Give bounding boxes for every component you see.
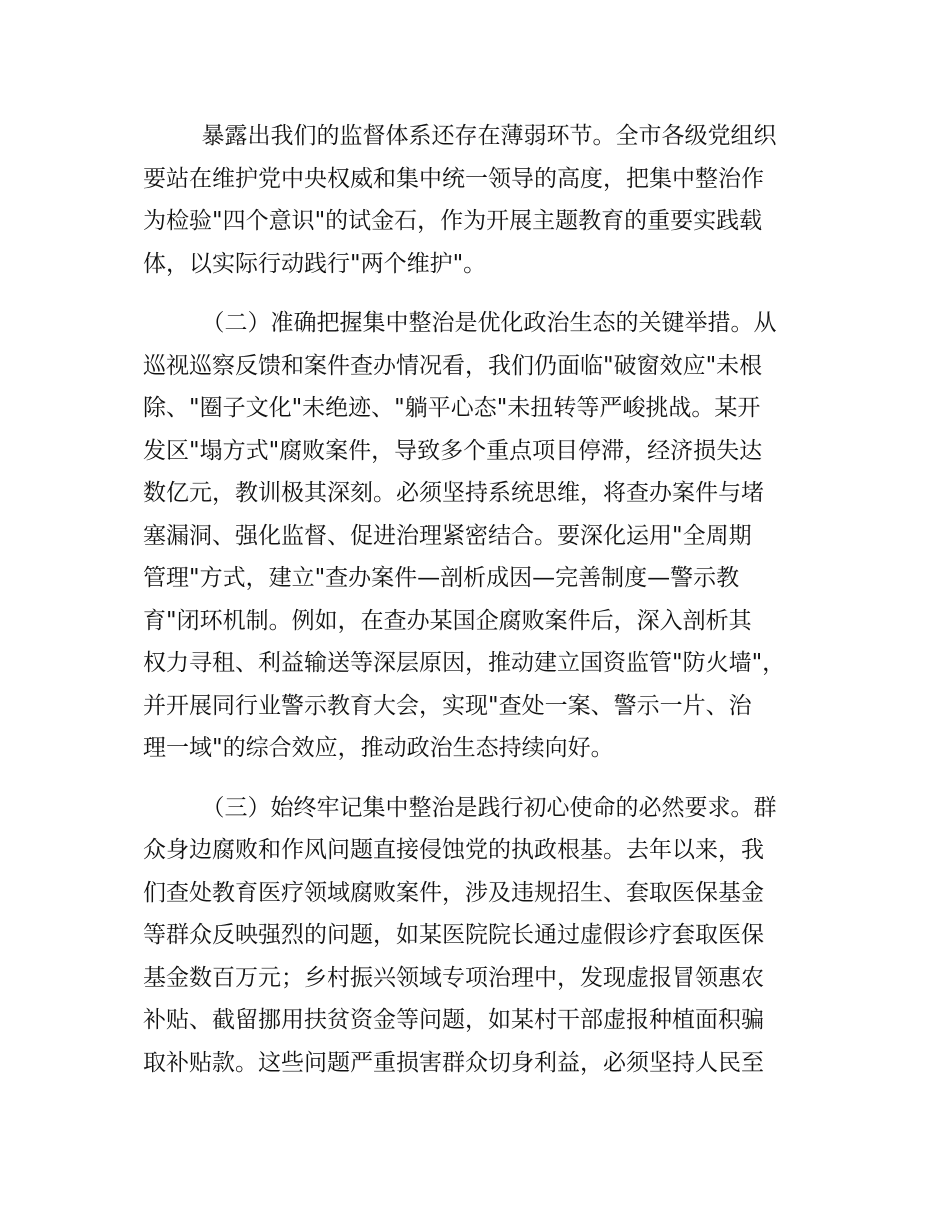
text-line: 们查处教育医疗领域腐败案件，涉及违规招生、套取医保基金 (143, 879, 764, 906)
text-line: 取补贴款。这些问题严重损害群众切身利益，必须坚持人民至 (143, 1049, 764, 1076)
text-line: 等群众反映强烈的问题，如某医院院长通过虚假诊疗套取医保 (143, 922, 764, 948)
text-line: 基金数百万元；乡村振兴领域专项治理中，发现虚报冒领惠农 (143, 964, 764, 991)
text-line: 权力寻租、利益输送等深层原因，推动建立国资监管"防火墙"， (143, 650, 786, 676)
text-line: （三）始终牢记集中整治是践行初心使命的必然要求。群 (143, 794, 777, 821)
text-line: 暴露出我们的监督体系还存在薄弱环节。全市各级党组织 (143, 123, 777, 149)
paragraph-3 (143, 787, 843, 1085)
text-line: 补贴、截留挪用扶贫资金等问题，如某村干部虚报种植面积骗 (143, 1007, 764, 1033)
text-line: 数亿元，教训极其深刻。必须坚持系统思维，将查办案件与堵 (143, 480, 764, 506)
text-line: 并开展同行业警示教育大会，实现"查处一案、警示一片、治 (143, 692, 752, 719)
document-body (143, 115, 843, 1084)
paragraph-1 (143, 115, 843, 285)
paragraph-2 (143, 302, 843, 770)
text-line: 为检验"四个意识"的试金石，作为开展主题教育的重要实践载 (143, 208, 763, 234)
text-line: 众身边腐败和作风问题直接侵蚀党的执政根基。去年以来，我 (143, 837, 764, 863)
text-line: 育"闭环机制。例如，在查办某国企腐败案件后，深入剖析其 (143, 607, 752, 634)
text-line: 理一域"的综合效应，推动政治生态持续向好。 (143, 735, 614, 761)
text-line: 除、"圈子文化"未绝迹、"躺平心态"未扭转等严峻挑战。某开 (143, 395, 761, 421)
text-line: （二）准确把握集中整治是优化政治生态的关键举措。从 (143, 310, 777, 336)
text-line: 体，以实际行动践行"两个维护"。 (143, 250, 487, 277)
text-line: 巡视巡察反馈和案件查办情况看，我们仍面临"破窗效应"未根 (143, 352, 763, 379)
text-line: 要站在维护党中央权威和集中统一领导的高度，把集中整治作 (143, 165, 764, 192)
text-line: 塞漏洞、强化监督、促进治理紧密结合。要深化运用"全周期 (143, 522, 752, 549)
text-line: 发区"塌方式"腐败案件，导致多个重点项目停滞，经济损失达 (143, 437, 763, 464)
text-line: 管理"方式，建立"查办案件—剖析成因—完善制度—警示教 (143, 565, 740, 591)
